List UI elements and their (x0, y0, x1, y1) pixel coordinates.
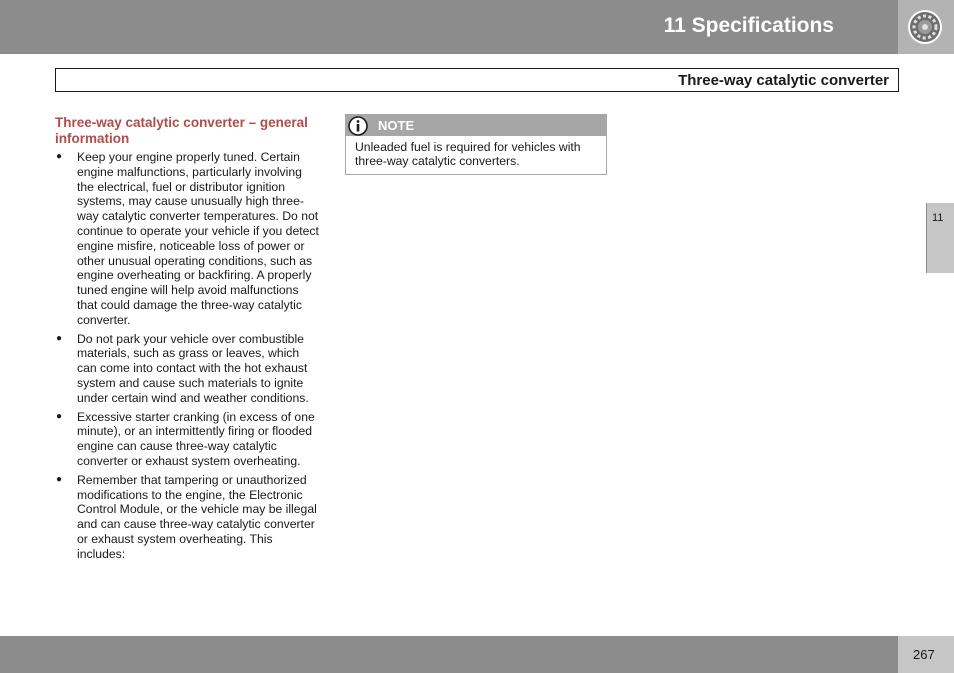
bullet-icon: ● (56, 151, 63, 162)
note-label: NOTE (378, 118, 415, 133)
list-item: ● Remember that tampering or unauthorized modifications to the engine, the Electronic Control Module, or the vehicle may be illegal and can cause three-way catalytic converter or exhaust system overheating. This includes: (56, 472, 317, 561)
chapter-icon-box (898, 0, 954, 54)
top-header-bar (0, 0, 898, 54)
article-heading: Three-way catalytic converter – general information (55, 115, 308, 146)
list-item: ● Keep your engine properly tuned. Certain engine malfunctions, particularly involving the electrical, fuel or distributor ignition systems, may cause unusually high three-way catalytic converter temperatures. Do not continue to operate your vehicle if you detect engine misfire, noticeable loss of power or other unusual operating conditions, such as engine overheating or backfiring. A properly tuned engine will help avoid malfunctions that could damage the three-way catalytic converter. (56, 150, 319, 327)
bullet-list (55, 150, 320, 562)
bullet-icon: ● (56, 410, 63, 422)
note-header (346, 115, 606, 136)
section-title-bar (55, 68, 899, 92)
page-number-box (898, 636, 954, 673)
list-item: ● Do not park your vehicle over combustible materials, such as grass or leaves, which can come into contact with the hot exhaust system and cause such materials to ignite under certain wind and weather conditions. (56, 331, 309, 405)
list-item: ● Excessive starter cranking (in excess of one minute), or an intermittently firing or flooded engine can cause three-way catalytic converter or exhaust system overheating. (56, 409, 315, 468)
info-icon (348, 116, 368, 136)
note-text: Unleaded fuel is required for vehicles with three-way catalytic converters. (355, 140, 581, 168)
chapter-title: 11 Specifications (663, 14, 834, 37)
chapter-side-tab[interactable] (926, 203, 954, 273)
gear-icon (907, 9, 943, 45)
side-tab-label: 11 (932, 212, 944, 224)
bullet-icon: ● (56, 332, 63, 344)
article-column (55, 115, 320, 566)
footer-bar (0, 636, 898, 673)
section-title: Three-way catalytic converter (678, 72, 889, 89)
note-box (345, 114, 607, 175)
page-number: 267 (913, 647, 935, 662)
bullet-icon: ● (56, 473, 63, 485)
